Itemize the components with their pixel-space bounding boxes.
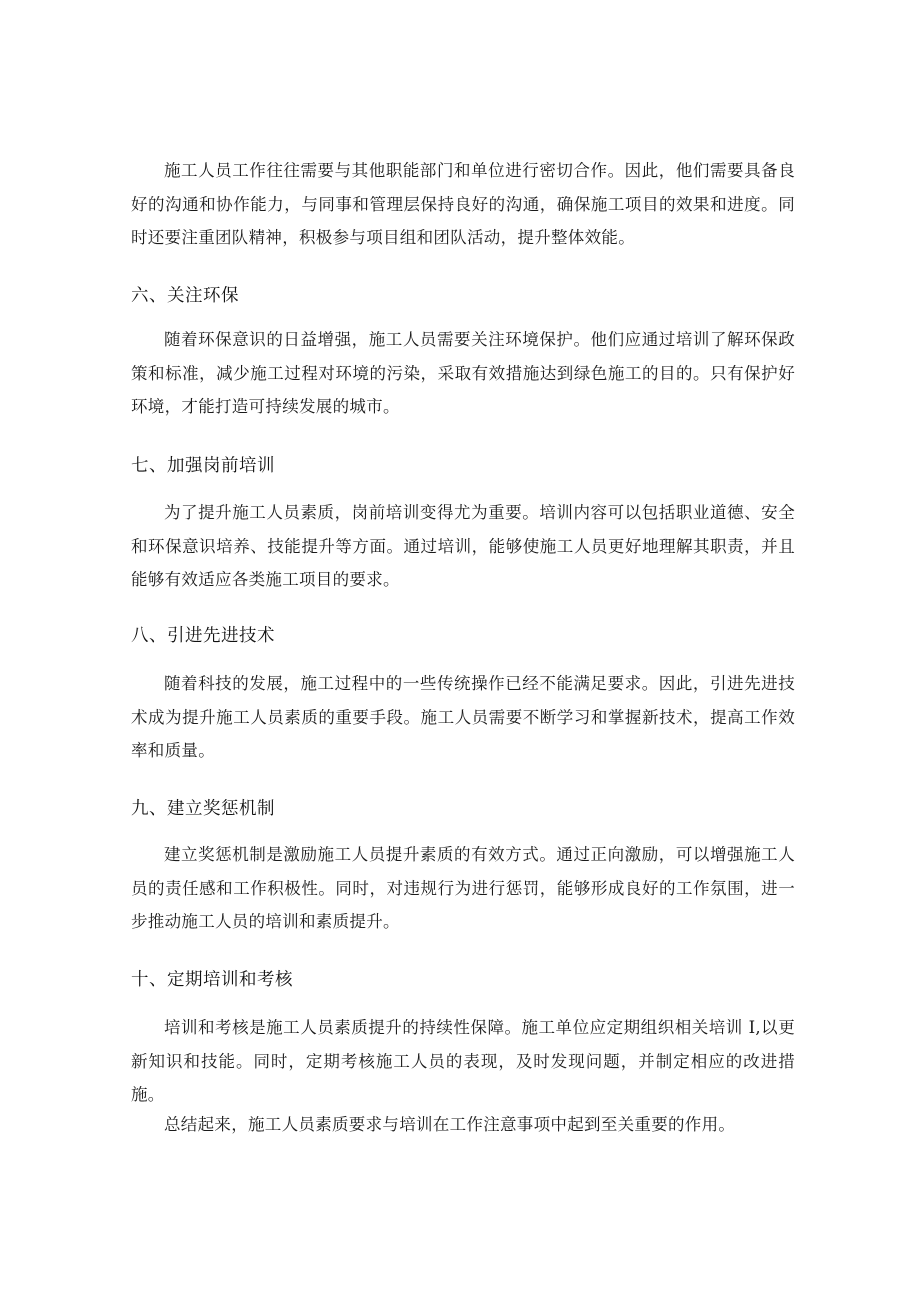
section-heading-advanced-technology: 八、引进先进技术 bbox=[131, 626, 275, 646]
section-body-regular-training-assessment: 培训和考核是施工人员素质提升的持续性保障。施工单位应定期组织相关培训 I,以更新知识和技能。同时，定期考核施工人员的表现，及时发现问题，并制定相应的改进措施。 bbox=[131, 1018, 795, 1104]
section-body-advanced-technology: 随着科技的发展，施工过程中的一些传统操作已经不能满足要求。因此，引进先进技术成为提升施工人员素质的重要手段。施工人员需要不断学习和掌握新技术，提高工作效率和质量。 bbox=[131, 674, 795, 760]
section-heading-reward-punishment: 九、建立奖惩机制 bbox=[131, 799, 275, 819]
conclusion-paragraph: 总结起来，施工人员素质要求与培训在工作注意事项中起到至关重要的作用。 bbox=[164, 1115, 736, 1134]
section-heading-pre-job-training: 七、加强岗前培训 bbox=[131, 456, 275, 476]
section-heading-regular-training-assessment: 十、定期培训和考核 bbox=[131, 970, 293, 990]
intro-paragraph: 施工人员工作往往需要与其他职能部门和单位进行密切合作。因此，他们需要具备良好的沟通和协作能力，与同事和管理层保持良好的沟通，确保施工项目的效果和进度。同时还要注重团队精神，积极参与项目组和团队活动，提升整体效能。 bbox=[131, 161, 795, 247]
section-body-reward-punishment: 建立奖惩机制是激励施工人员提升素质的有效方式。通过正向激励，可以增强施工人员的责任感和工作积极性。同时，对违规行为进行惩罚，能够形成良好的工作氛围，进一步推动施工人员的培训和素质提升。 bbox=[131, 845, 795, 931]
section-body-environment: 随着环保意识的日益增强，施工人员需要关注环境保护。他们应通过培训了解环保政策和标准，减少施工过程对环境的污染，采取有效措施达到绿色施工的目的。只有保护好环境，才能打造可持续发展的城市。 bbox=[131, 330, 795, 416]
section-body-pre-job-training: 为了提升施工人员素质，岗前培训变得尤为重要。培训内容可以包括职业道德、安全和环保意识培养、技能提升等方面。通过培训，能够使施工人员更好地理解其职责，并且能够有效适应各类施工项目的要求。 bbox=[131, 503, 795, 589]
section-heading-environment: 六、关注环保 bbox=[131, 286, 239, 306]
